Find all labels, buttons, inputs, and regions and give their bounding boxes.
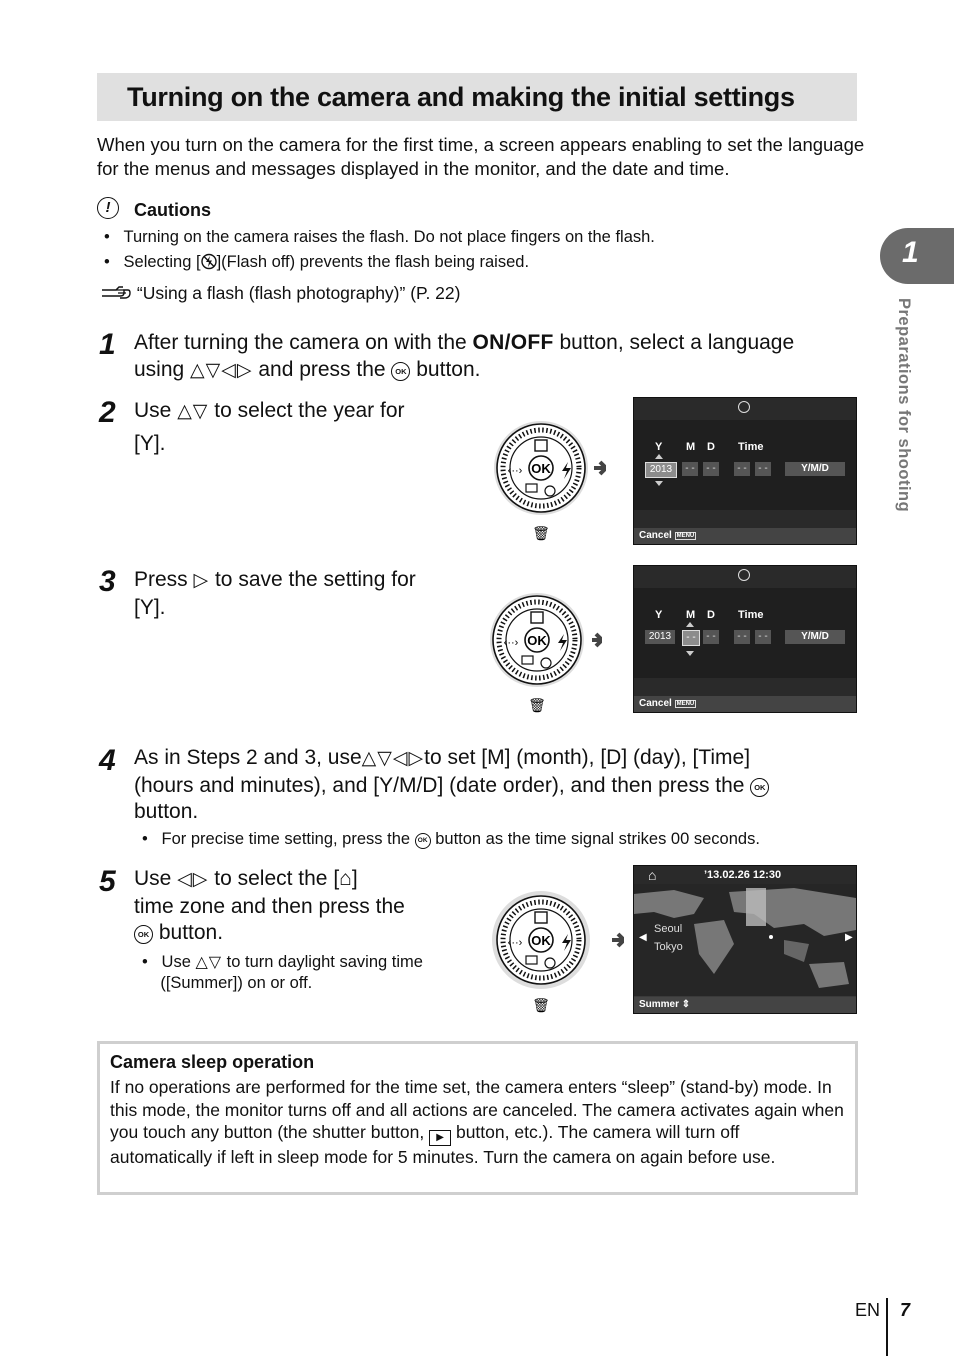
pointing-hand-icon (100, 285, 132, 301)
minute-field: - - (755, 462, 771, 476)
step-3-text: Press ▷ to save the setting for [Y]. (134, 568, 416, 619)
svg-text:‹··›: ‹··› (507, 465, 523, 477)
step-number: 3 (99, 565, 116, 598)
date-setting-screen (633, 397, 857, 545)
step-4-note: • For precise time setting, press the OK button as the time signal strikes 00 seconds. (142, 830, 760, 848)
year-field: 2013 (645, 462, 677, 478)
page-divider (886, 1298, 888, 1356)
col-y: Y (655, 441, 663, 453)
clock-icon (738, 401, 750, 413)
up-down-arrows-icon: △▽ (177, 401, 209, 422)
flash-off-icon (201, 253, 217, 270)
right-arrow-icon: ▶ (845, 932, 853, 943)
svg-text:‹··›: ‹··› (507, 937, 523, 949)
city-tokyo: Tokyo (654, 941, 683, 953)
control-dial-icon (494, 412, 606, 542)
ok-button-icon: OK (750, 778, 769, 797)
exclamation-circle-icon: ! (97, 197, 119, 219)
step-4-text: As in Steps 2 and 3, use△▽◁▷to set [M] (month), [D] (day), [Time] (hours and minutes), and [Y/M/D] (date order), and then press the OK button. (134, 745, 769, 826)
caution-item: • Selecting [ ](Flash off) prevents the flash being raised. (104, 253, 530, 271)
year-field: 2013 (645, 630, 675, 644)
left-arrow-icon: ◀ (639, 932, 647, 943)
arrow-keys-icon: △▽◁▷ (190, 359, 253, 381)
world-time-screen (633, 865, 857, 1014)
col-y: Y (655, 609, 663, 621)
cautions-heading: Cautions (134, 200, 212, 220)
home-icon: ⌂ (339, 867, 352, 890)
svg-text:🗑: 🗑 (532, 998, 550, 1014)
col-d: D (707, 441, 715, 453)
step-number: 2 (99, 396, 116, 429)
svg-text:OK: OK (531, 933, 551, 948)
minute-field: - - (755, 630, 771, 644)
date-order-field: Y/M/D (785, 630, 845, 644)
clock-icon (738, 569, 750, 581)
step-number: 5 (99, 865, 116, 898)
step-1-text: After turning the camera on with the ON/OFF button, select a language using △▽◁▷ and press the OK button. (134, 331, 795, 381)
col-m: M (686, 441, 696, 453)
up-down-arrows-icon: △▽ (195, 954, 223, 971)
svg-text:OK: OK (531, 461, 551, 476)
city-seoul: Seoul (654, 923, 683, 935)
hour-field: - - (734, 630, 750, 644)
col-time: Time (738, 609, 764, 621)
left-right-arrows-icon: ◁▷ (177, 869, 209, 890)
svg-text:🗑: 🗑 (532, 526, 550, 542)
ok-button-icon: OK (415, 833, 431, 849)
col-d: D (707, 609, 715, 621)
world-datetime: ’13.02.26 12:30 (704, 869, 782, 881)
page-title: Turning on the camera and making the initial settings (127, 82, 795, 112)
col-time: Time (738, 441, 764, 453)
ok-button-icon: OK (391, 362, 410, 381)
svg-text:🗑: 🗑 (528, 698, 546, 714)
right-arrow-icon: ▷ (193, 570, 210, 591)
month-field: - - (682, 462, 698, 476)
month-field: - - (682, 630, 700, 646)
control-dial-icon (492, 884, 624, 1014)
day-field: - - (703, 462, 719, 476)
sleep-note-text: If no operations are performed for the time set, the camera enters “sleep” (stand-by) mode. In this mode, the monitor turns off and all actions are canceled. The camera activates again when you touch any button (the shutter button, ▶ button, etc.). The camera will turn off automatically if left in sleep mode for 5 minutes. Turn the camera on again before use. (110, 1077, 844, 1167)
chapter-label: Preparations for shooting (895, 298, 913, 513)
step-2-text: Use △▽ to select the year for [Y]. (134, 399, 405, 455)
cancel-label: Cancel MENU (639, 698, 695, 709)
col-m: M (686, 609, 696, 621)
page-number: EN 7 (855, 1300, 911, 1320)
control-dial-icon (490, 584, 602, 714)
home-icon: ⌂ (648, 867, 657, 883)
sleep-note-heading: Camera sleep operation (110, 1052, 315, 1072)
step-number: 4 (99, 744, 116, 777)
caution-item: • Turning on the camera raises the flash. Do not place fingers on the flash. (104, 228, 655, 246)
reference-line: “Using a flash (flash photography)” (P. 22) (100, 283, 460, 304)
date-order-field: Y/M/D (785, 462, 845, 476)
step-number: 1 (99, 328, 116, 361)
arrow-keys-icon: △▽◁▷ (361, 748, 425, 769)
step-5-note: • Use △▽ to turn daylight saving time ([Summer]) on or off. (142, 953, 423, 992)
day-field: - - (703, 630, 719, 644)
svg-text:‹··›: ‹··› (503, 637, 519, 649)
step-5-text: Use ◁▷ to select the [⌂] time zone and then press the OK button. (134, 867, 405, 944)
playback-icon: ▶ (429, 1130, 451, 1146)
world-map (634, 884, 856, 996)
svg-text:OK: OK (527, 633, 547, 648)
date-setting-screen (633, 565, 857, 713)
hour-field: - - (734, 462, 750, 476)
ok-button-icon: OK (134, 925, 153, 944)
cancel-label: Cancel MENU (639, 530, 695, 541)
chapter-number: 1 (902, 236, 919, 269)
intro-paragraph: When you turn on the camera for the first time, a screen appears enabling to set the language for the menus and messages displayed in the monitor, and the date and time. (97, 134, 865, 179)
summer-label: Summer ⇕ (639, 999, 691, 1010)
